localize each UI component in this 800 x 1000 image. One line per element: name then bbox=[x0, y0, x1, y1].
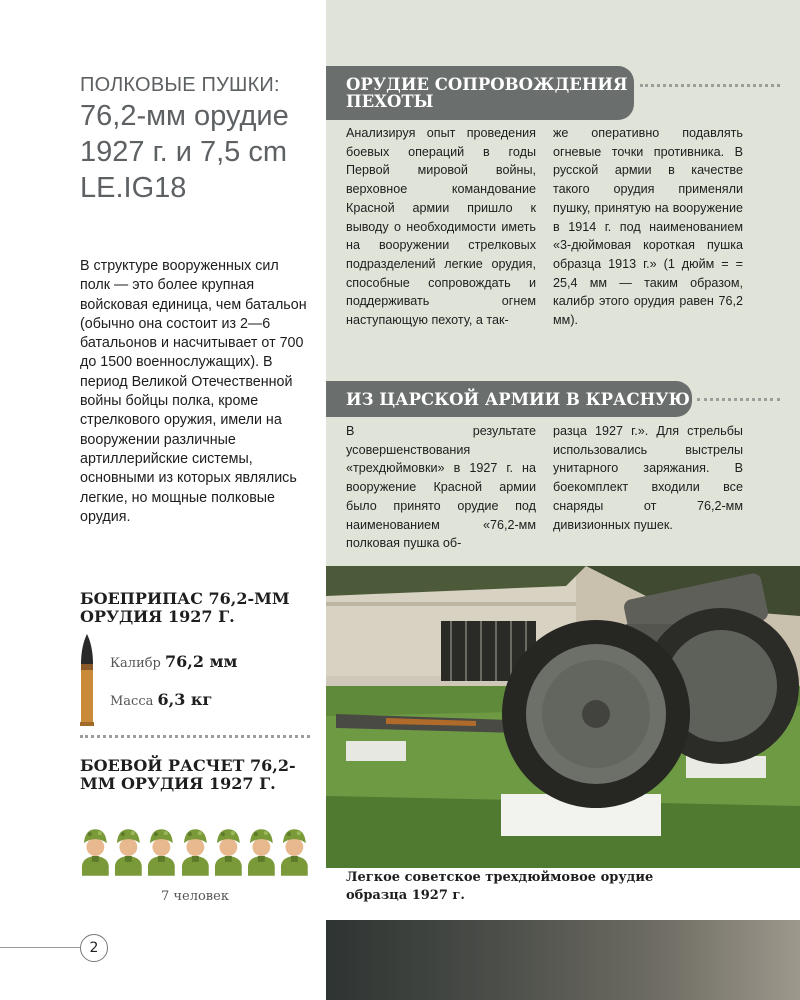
crew-soldier-icons bbox=[80, 826, 310, 878]
section1-column1: Анализируя опыт проведения боевых операций в годы Первой мировой войны, верховное командование Красной армии пришло к выводу о необходимости иметь на вооружении стрелковых подразделений легкие орудия, способные сопровождать и поддерживать огнем наступающую пехоту, а так- bbox=[346, 126, 536, 328]
shell-icon bbox=[80, 634, 94, 726]
page-number: 2 bbox=[80, 934, 108, 962]
mass-row bbox=[110, 690, 212, 709]
section1-column2: же оперативно подавлять огневые точки противника. В русской армии в качестве такого орудия применяли пушку, принятую на вооружение в 1914 г. под наименованием «3-дюймовая короткая пушка образца 1913 г.» (1 дюйм = = 25,4 мм — таким образом, калибр этого орудия равен 76,2 мм). bbox=[553, 126, 743, 328]
section-kicker: ПОЛКОВЫЕ ПУШКИ: bbox=[80, 74, 280, 96]
soldier-icon bbox=[279, 826, 310, 876]
heading-dots bbox=[697, 398, 780, 401]
heading-dots bbox=[640, 84, 780, 87]
gun-photo bbox=[326, 566, 800, 868]
section-heading-infantry: ОРУДИЕ СОПРОВОЖДЕНИЯ ПЕХОТЫ bbox=[326, 66, 634, 120]
soldier-icon bbox=[146, 826, 177, 876]
page-title: 76,2-мм орудие 1927 г. и 7,5 cm LE.IG18 bbox=[80, 100, 289, 204]
section2-column2: разца 1927 г.». Для стрельбы использовались выстрелы унитарного заряжания. В боекомплект входили все снаряды от 76,2-мм дивизионных пушек. bbox=[553, 424, 743, 532]
mass-label: Масса bbox=[110, 694, 154, 709]
caliber-row bbox=[110, 652, 237, 671]
soldier-icon bbox=[80, 826, 111, 876]
soldier-icon bbox=[246, 826, 277, 876]
caliber-label: Калибр bbox=[110, 656, 161, 671]
caliber-value: 76,2 мм bbox=[165, 652, 238, 671]
intro-paragraph: В структуре вооруженных сил полк — это более крупная войсковая единица, чем батальон (обычно она состоит из 2—6 батальонов и насчитывает от 700 до 1500 военнослужащих). В период Великой Отечественной войны бойцы полка, кроме стрелкового оружия, имели на вооружении различные артиллерийские системы, основными из которых являлись легкие, но мощные полковые орудия. bbox=[80, 258, 307, 525]
photo-caption: Легкое советское трехдюймовое орудие образца 1927 г. bbox=[346, 870, 654, 903]
page-number-rule bbox=[0, 947, 80, 948]
bottom-image-strip bbox=[326, 920, 800, 1000]
section-heading-tsarist-to-red: ИЗ ЦАРСКОЙ АРМИИ В КРАСНУЮ bbox=[326, 381, 692, 417]
soldier-icon bbox=[180, 826, 211, 876]
ammo-heading: БОЕПРИПАС 76,2-ММ ОРУДИЯ 1927 Г. bbox=[80, 589, 290, 626]
divider-dots bbox=[80, 735, 310, 738]
crew-heading: БОЕВОЙ РАСЧЕТ 76,2-ММ ОРУДИЯ 1927 Г. bbox=[80, 756, 296, 793]
soldier-icon bbox=[113, 826, 144, 876]
crew-count-label: 7 человек bbox=[161, 889, 229, 904]
section2-column1: В результате усовершенствования «трехдюймовки» в 1927 г. на вооружение Красной армии было принято орудие под наименованием «76,2-мм полковая пушка об- bbox=[346, 424, 536, 551]
mass-value: 6,3 кг bbox=[157, 690, 213, 709]
soldier-icon bbox=[213, 826, 244, 876]
